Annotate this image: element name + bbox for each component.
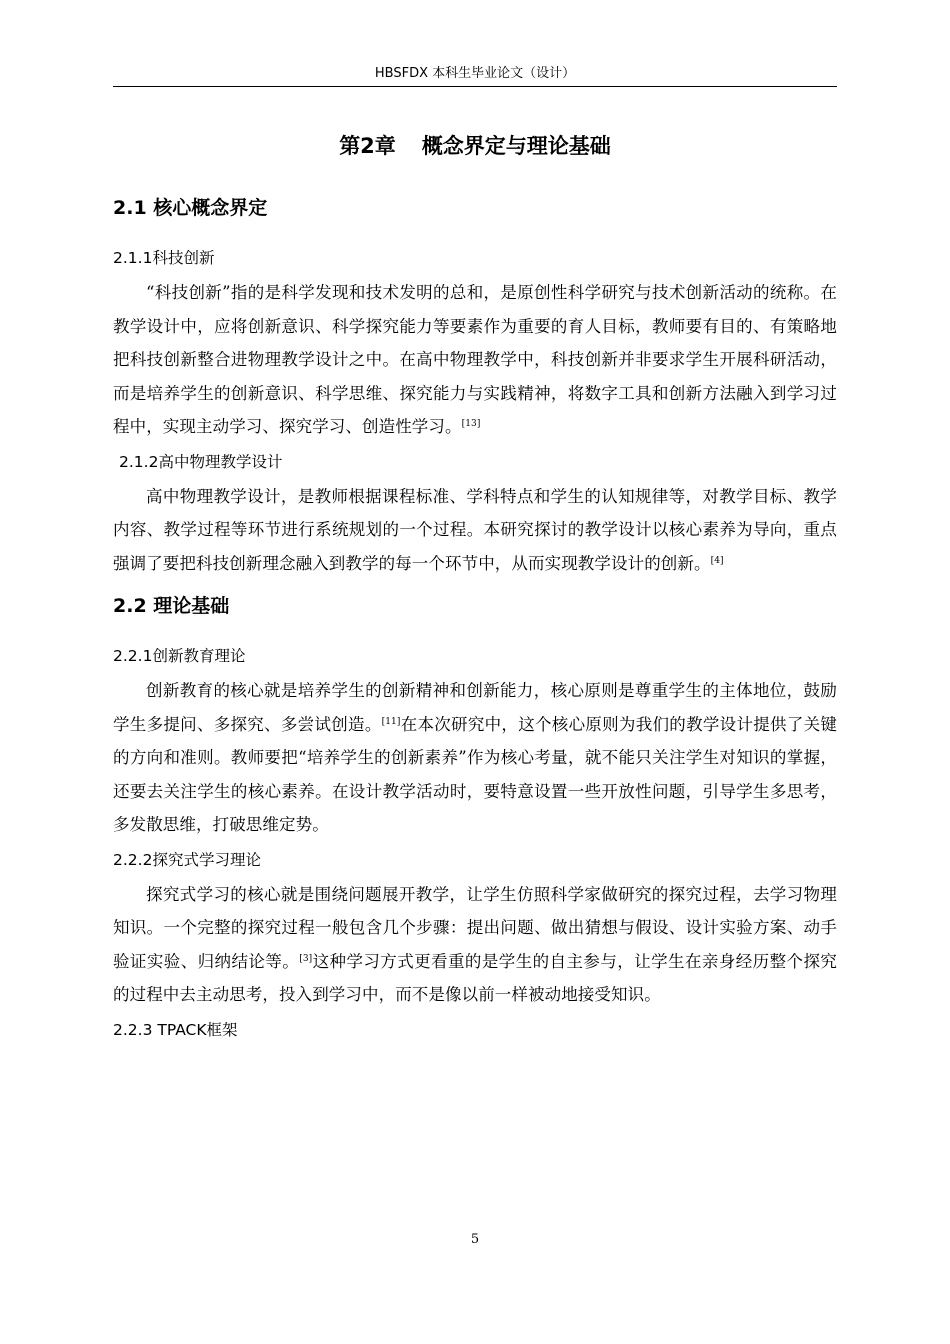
paragraph-2-2-2 <box>113 878 837 1012</box>
subsection-heading-2-2-3: 2.2.3 TPACK框架 <box>113 1020 238 1039</box>
page-body <box>113 118 837 1048</box>
paragraph-text: 在本次研究中，这个核心原则为我们的教学设计提供了关键的方向和准则。教师要把“培养学生的创新素养”作为核心考量，就不能只关注学生对知识的掌握，还要去关注学生的核心素养。在设计教学活动时，要特意设置一些开放性问题，引导学生多思考，多发散思维，打破思维定势。 <box>113 714 837 834</box>
subsection-heading-2-1-1: 2.1.1科技创新 <box>113 249 215 267</box>
paragraph-2-1-1 <box>113 276 837 444</box>
section-heading-2-2: 2.2 理论基础 <box>113 595 230 617</box>
subsection-heading-2-2-2: 2.2.2探究式学习理论 <box>113 850 261 869</box>
paragraph-text: 高中物理教学设计，是教师根据课程标准、学科特点和学生的认知规律等，对教学目标、教学内容、教学过程等环节进行系统规划的一个过程。本研究探讨的教学设计以核心素养为导向，重点强调了要把科技创新理念融入到教学的每一个环节中，从而实现教学设计的创新。 <box>113 486 837 573</box>
paragraph-text: 创新教育的核心就是培养学生的创新精神和创新能力，核心原则是尊重学生的主体地位，鼓励学生多提问、多探究、多尝试创造。 <box>113 681 837 734</box>
subsection-heading-2-2-1: 2.2.1创新教育理论 <box>113 647 246 665</box>
chapter-title <box>113 130 837 160</box>
section-heading-2-1: 2.1 核心概念界定 <box>113 197 268 219</box>
chapter-title-text: 概念界定与理论基础 <box>421 134 611 158</box>
subsection-heading-2-1-2: 2.1.2高中物理教学设计 <box>119 452 283 471</box>
citation: [4] <box>710 555 724 566</box>
citation: [13] <box>461 419 481 429</box>
chapter-number: 第2章 <box>339 134 396 158</box>
paragraph-text: “科技创新”指的是科学发现和技术发明的总和，是原创性科学研究与技术创新活动的统称。在教学设计中，应将创新意识、科学探究能力等要素作为重要的育人目标，教师要有目的、有策略地把科技创新整合进物理教学设计之中。在高中物理教学中，科技创新并非要求学生开展科研活动，而是培养学生的创新意识、科学思维、探究能力与实践精神，将数字工具和创新方法融入到学习过程中，实现主动学习、探究学习、创造性学习。 <box>113 283 837 436</box>
paragraph-text: 探究式学习的核心就是围绕问题展开教学，让学生仿照科学家做研究的探究过程，去学习物理知识。一个完整的探究过程一般包含几个步骤：提出问题、做出猜想与假设、设计实验方案、动手验证实验、归纳结论等。 <box>113 884 837 971</box>
paragraph-text: 这种学习方式更看重的是学生的自主参与，让学生在亲身经历整个探究的过程中去主动思考，投入到学习中，而不是像以前一样被动地接受知识。 <box>113 951 837 1004</box>
paragraph-2-2-1 <box>113 674 837 842</box>
paragraph-2-1-2 <box>113 480 837 581</box>
page-header: HBSFDX 本科生毕业论文（设计） <box>113 62 837 87</box>
citation: [11] <box>381 716 401 727</box>
page-number: 5 <box>470 1232 480 1247</box>
citation: [3] <box>299 953 313 964</box>
